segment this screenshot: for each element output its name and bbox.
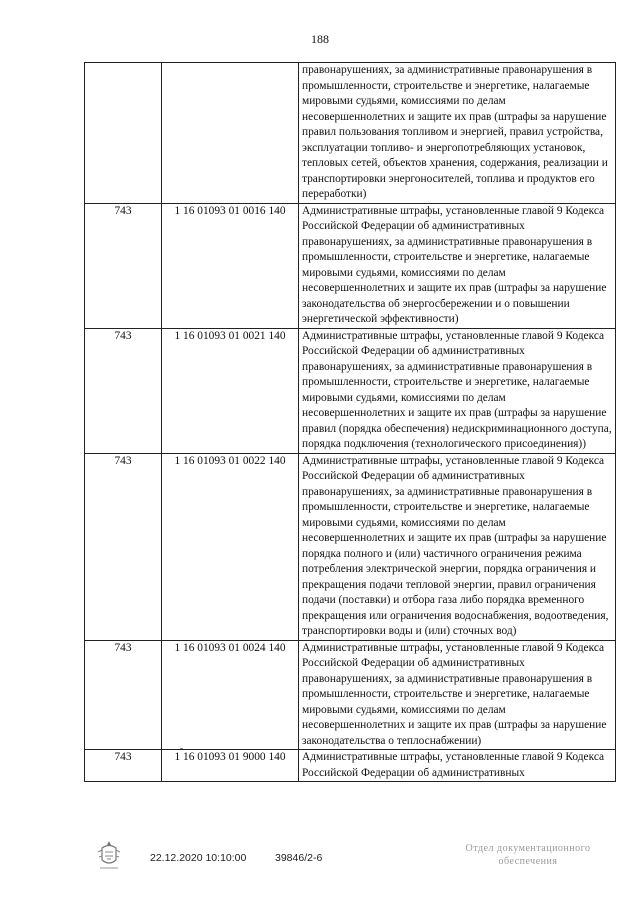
stamp-line-2: обеспечения [498,856,558,867]
admin-code-cell [85,63,162,204]
table-row [85,203,616,328]
description-cell: Административные штрафы, установленные главой 9 Кодекса Российской Федерации об административных правонарушениях, за административные правонарушения в промышленности, строительстве и энергетике, налагаемые мировыми судьями, комиссиями по делам несовершеннолетних и защите их прав (штрафы за нарушение порядка полного и (или) частичного ограничения режима потребления электрической энергии, порядка ограничения и прекращения подачи тепловой энергии, правил ограничения подачи (поставки) и отбора газа либо порядка временного прекращения или ограничения водоснабжения, водоотведения, транспортировки воды и (или) сточных вод) [299,453,616,640]
table-row [85,328,616,453]
description-cell: правонарушениях, за административные правонарушения в промышленности, строительстве и энергетике, налагаемые мировыми судьями, комиссиями по делам несовершеннолетних и защите их прав (штрафы за нарушение правил пользования топливом и энергией, правил устройства, эксплуатации топливо- и энергопотребляющих установок, тепловых сетей, объектов хранения, содержания, реализации и транспортировки энергоносителей, топлива и продуктов его переработки) [299,63,616,204]
budget-codes-table [84,62,616,782]
admin-code-cell: 743 [85,203,162,328]
budget-code-cell: 1 16 01093 01 9000 140 [162,750,299,782]
table-row [85,453,616,640]
admin-code-cell: 743 [85,453,162,640]
description-cell: Административные штрафы, установленные главой 9 Кодекса Российской Федерации об административных правонарушениях, за административные правонарушения в промышленности, строительстве и энергетике, налагаемые мировыми судьями, комиссиями по делам несовершеннолетних и защите их прав (штрафы за нарушение законодательства об энергосбережении и о повышении энергетической эффективности) [299,203,616,328]
table-row [85,750,616,782]
table-row [85,63,616,204]
description-cell: Административные штрафы, установленные главой 9 Кодекса Российской Федерации об административных [299,750,616,782]
stamp-line-1: Отдел документационного [465,843,591,854]
admin-code-cell: 743 [85,640,162,750]
admin-code-cell: 743 [85,328,162,453]
emblem-icon [92,838,126,872]
budget-code-cell: 1 16 01093 01 0021 140 [162,328,299,453]
footer-datetime: 22.12.2020 10:10:00 [150,852,247,864]
budget-code-cell: 1 16 01093 01 0022 140 [162,453,299,640]
department-stamp [448,842,608,868]
budget-code-cell: 1 16 01093 01 0016 140 [162,203,299,328]
budget-code-cell: 1 16 01093 01 0024 140 [162,640,299,750]
description-cell: Административные штрафы, установленные главой 9 Кодекса Российской Федерации об административных правонарушениях, за административные правонарушения в промышленности, строительстве и энергетике, налагаемые мировыми судьями, комиссиями по делам несовершеннолетних и защите их прав (штрафы за нарушение законодательства о теплоснабжении) [299,640,616,750]
budget-code-cell [162,63,299,204]
admin-code-cell: 743 [85,750,162,782]
description-cell: Административные штрафы, установленные главой 9 Кодекса Российской Федерации об административных правонарушениях, за административные правонарушения в промышленности, строительстве и энергетике, налагаемые мировыми судьями, комиссиями по делам несовершеннолетних и защите их прав (штрафы за нарушение правил (порядка обеспечения) недискриминационного доступа, порядка подключения (технологического присоединения)) [299,328,616,453]
footer-doc-number: 39846/2-6 [275,852,323,864]
table-row [85,640,616,750]
scan-speck [180,748,183,749]
page-number: 188 [311,32,329,46]
